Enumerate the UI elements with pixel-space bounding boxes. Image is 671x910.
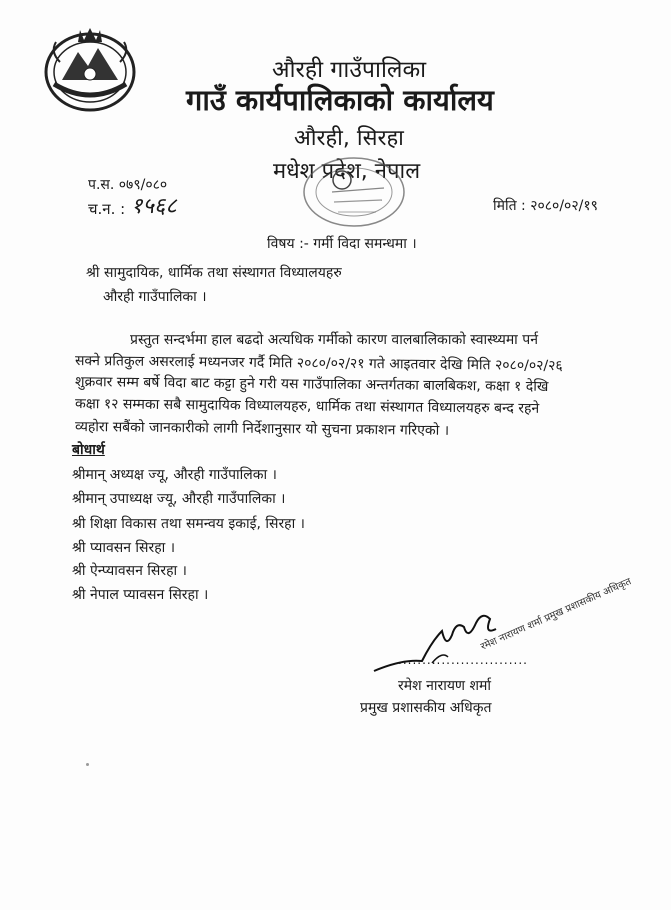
dispatch-number-label: च.न. : (88, 200, 126, 218)
dispatch-number-handwritten: १५६८ (131, 194, 177, 219)
cc-item: श्री ऐन्प्यावसन सिरहा । (72, 563, 187, 579)
cc-item: श्रीमान् अध्यक्ष ज्यू, औरही गाउँपालिका । (72, 467, 277, 483)
office-location: औरही, सिरहा (294, 126, 404, 151)
body-line-3: शुक्रवार सम्म बर्षे विदा बाट कट्टा हुने गरी यस गाउँपालिका अन्तर्गतका बालबिकश, कक्षा १ देखि (74, 374, 549, 395)
cc-item: श्री नेपाल प्यावसन सिरहा । (72, 587, 209, 603)
addressee-line-1: श्री सामुदायिक, धार्मिक तथा संस्थागत विध्यालयहरु (86, 265, 342, 281)
body-line-2: सक्ने प्रतिकुल असरलाई मध्यनजर गर्दै मिति २०८०/०२/२१ गते आइतवार देखि मिति २०८०/०२/२६ (74, 353, 563, 375)
signatory-title: प्रमुख प्रशासकीय अधिकृत (360, 700, 492, 716)
cc-heading: बोधार्थ (72, 442, 105, 458)
letter-date: मिति : २०८०/०२/१९ (493, 198, 598, 214)
cc-item: श्री प्यावसन सिरहा । (72, 540, 176, 556)
body-line-1: प्रस्तुत सन्दर्भमा हाल बढदो अत्यधिक गर्मीको कारण वालबालिकाको स्वास्थ्यमा पर्न (130, 332, 538, 348)
province-country: मधेश प्रदेश, नेपाल (273, 159, 421, 184)
letter-subject: विषय :- गर्मी विदा समन्धमा । (267, 236, 417, 252)
nepal-government-emblem (40, 22, 140, 112)
signature-dotted-line: ........................... (398, 653, 528, 667)
office-title: गाउँ कार्यपालिकाको कार्यालय (186, 83, 494, 117)
signatory-name: रमेश नारायण शर्मा (398, 678, 492, 694)
cc-item: श्रीमान् उपाध्यक्ष ज्यू, औरही गाउँपालिका । (72, 491, 286, 507)
municipality-name: औरही गाउँपालिका (272, 57, 427, 83)
body-line-4: कक्षा १२ सम्मका सबै सामुदायिक विध्यालयहरु, धार्मिक तथा संस्थागत विध्यालयहरु बन्द रहने (74, 396, 540, 417)
handwritten-signature (372, 601, 562, 681)
office-round-stamp (292, 152, 410, 232)
addressee-line-2: औरही गाउँपालिका । (103, 289, 207, 305)
body-line-5: व्यहोरा सबैंको जानकारीको लागी निर्देशानुसार यो सुचना प्रकाशन गरिएको । (74, 419, 450, 439)
paper-mark (86, 763, 89, 766)
cc-item: श्री शिक्षा विकास तथा समन्वय इकाई, सिरहा । (72, 516, 305, 532)
reference-number: प.स. ०७९/०८० (88, 177, 168, 193)
signature-stamp: रमेश नारायण शर्मा प्रमुख प्रशासकीय अधिकृत (479, 576, 634, 653)
